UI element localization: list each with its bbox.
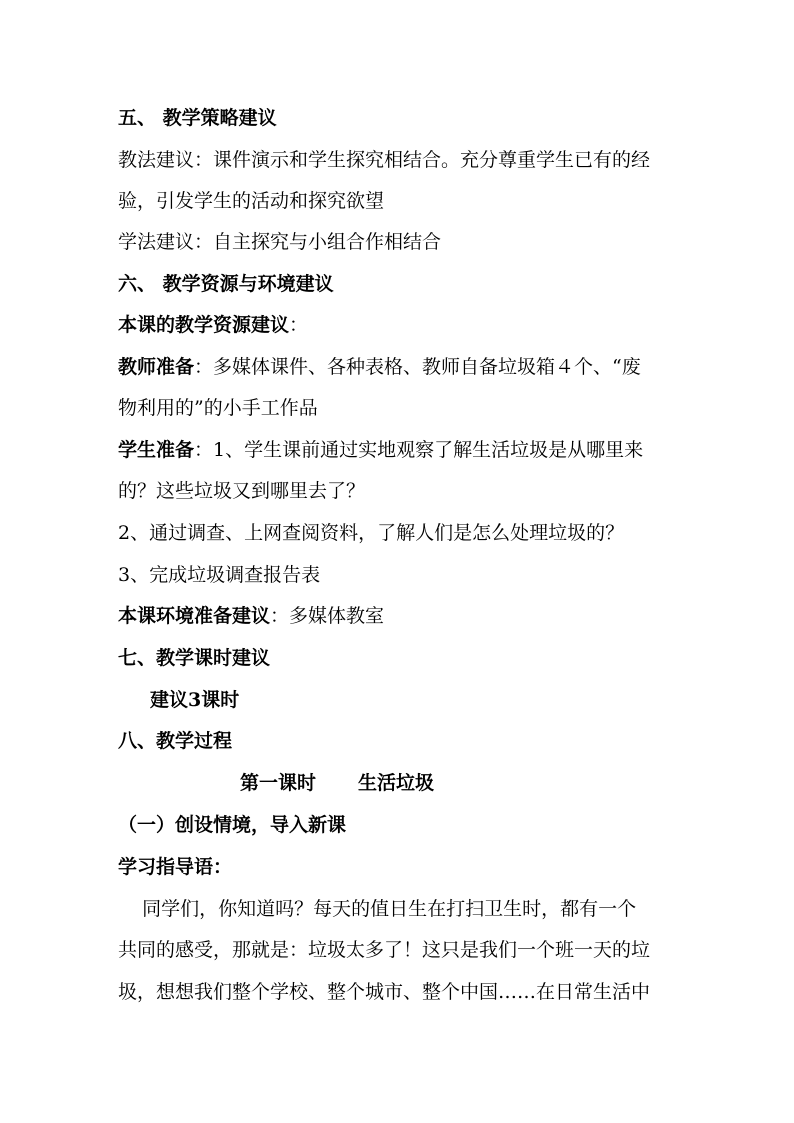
- guide-heading: 学习指导语：: [118, 856, 233, 878]
- section-7-value: 建议3课时: [150, 689, 240, 711]
- teacher-prep-label: 教师准备: [118, 356, 195, 378]
- section-6-heading: 六、 教学资源与环境建议: [118, 273, 334, 295]
- resource-heading-colon: ：: [289, 314, 309, 336]
- teacher-prep-line-2: 物利用的”的小手工作品: [118, 397, 318, 419]
- section-8-heading: 八、教学过程: [118, 730, 233, 752]
- paragraph-line-1: 同学们，你知道吗？每天的值日生在打扫卫生时，都有一个: [118, 898, 637, 920]
- section-7-heading: 七、教学课时建议: [118, 647, 271, 669]
- learning-method-line: 学法建议：自主探究与小组合作相结合: [118, 231, 442, 253]
- paragraph-line-2: 共同的感受，那就是：垃圾太多了！这只是我们一个班一天的垃: [118, 939, 651, 961]
- student-prep-line-2: 的？这些垃圾又到哪里去了？: [118, 480, 366, 502]
- teaching-method-line-2: 验，引发学生的活动和探究欲望: [118, 190, 385, 212]
- resource-heading-label: 本课的教学资源建议: [118, 314, 290, 336]
- paragraph-line-3: 圾，想想我们整个学校、整个城市、整个中国……在日常生活中: [118, 981, 651, 1003]
- section-5-heading: 五、 教学策略建议: [118, 107, 277, 129]
- environment-text: ：多媒体教室: [270, 605, 385, 627]
- lesson-title: [240, 771, 794, 795]
- resource-heading: [118, 313, 678, 337]
- student-prep-label: 学生准备: [118, 439, 195, 461]
- teaching-method-line-1: 教法建议：课件演示和学生探究相结合。充分尊重学生已有的经: [118, 149, 651, 171]
- environment-line: [118, 604, 678, 628]
- part-1-heading: （一）创设情境，导入新课: [118, 814, 347, 836]
- lesson-title-left: 第一课时: [240, 772, 317, 794]
- environment-label: 本课环境准备建议: [118, 605, 271, 627]
- teacher-prep-line-1: [118, 355, 678, 379]
- student-prep-item-3: 3、完成垃圾调查报告表: [118, 564, 321, 586]
- student-prep-item-2: 2、通过调查、上网查阅资料，了解人们是怎么处理垃圾的？: [118, 522, 625, 544]
- teacher-prep-text-1: ：多媒体课件、各种表格、教师自备垃圾箱４个、“废: [194, 356, 641, 378]
- student-prep-line-1: [118, 438, 678, 462]
- student-prep-text-1: ：1、学生课前通过实地观察了解生活垃圾是从哪里来: [194, 439, 644, 461]
- lesson-title-right: 生活垃圾: [358, 772, 435, 794]
